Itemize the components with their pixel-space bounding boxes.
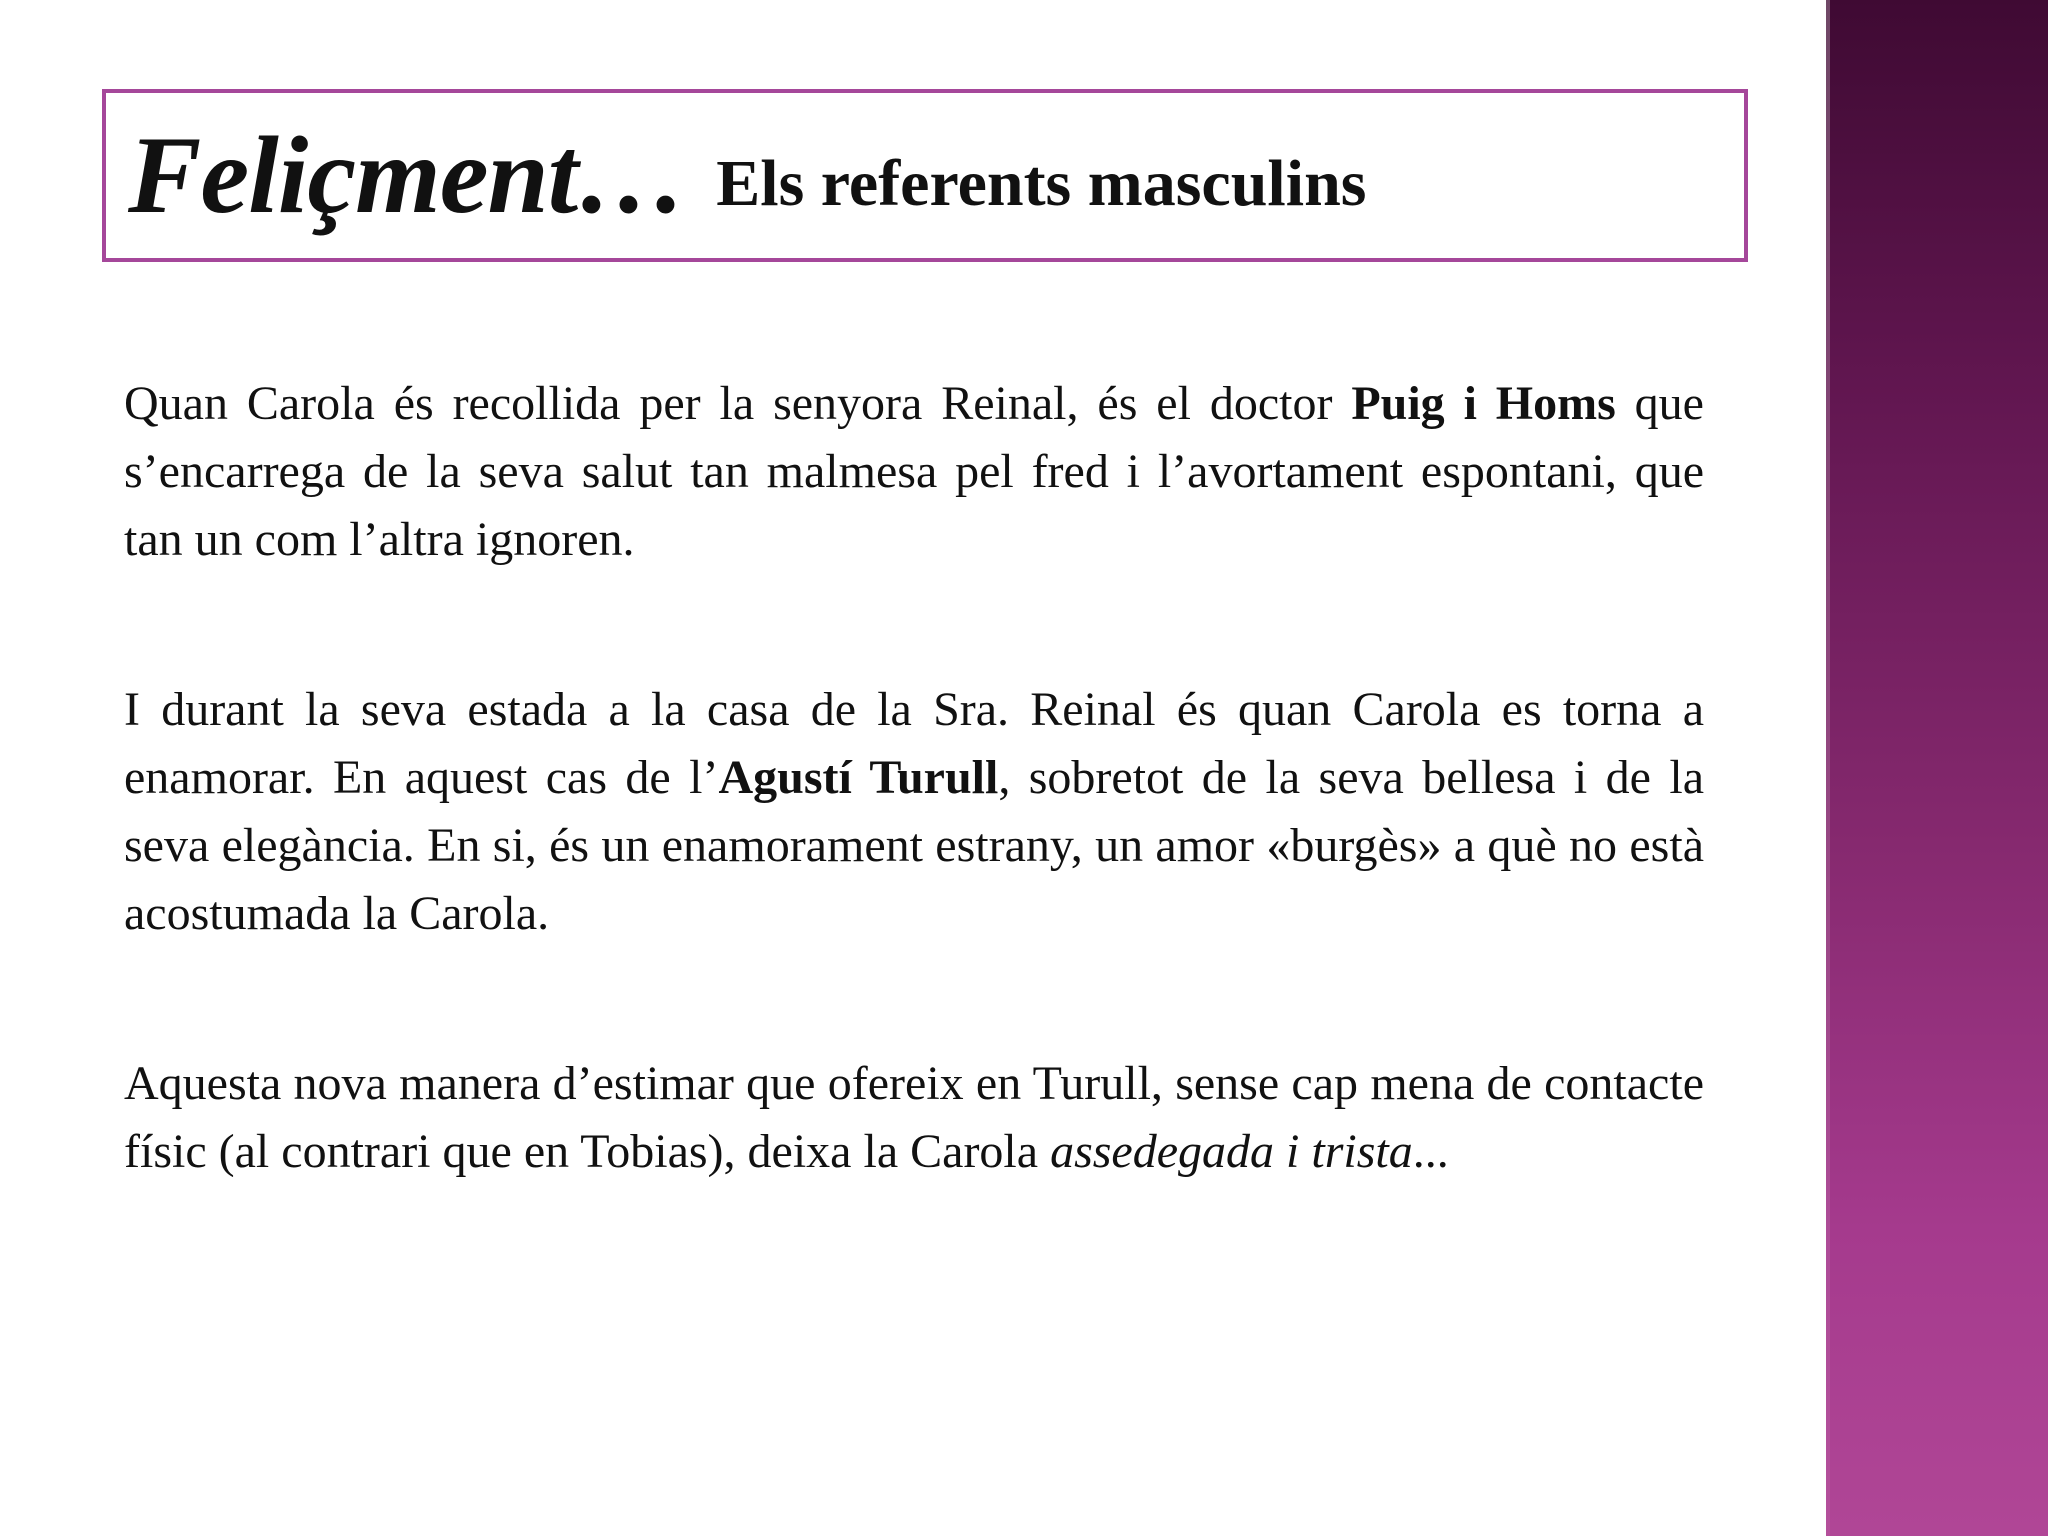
- paragraph-2-text-a: I durant la seva estada a la casa de la Sra. Reinal és quan Carola es torna a enamorar. En aquest cas de l’: [124, 683, 1704, 804]
- paragraph-2: [124, 676, 1704, 948]
- body-content: [124, 370, 1704, 1186]
- paragraph-3-italic-phrase: assedegada i trista: [1050, 1125, 1413, 1178]
- paragraph-1: [124, 370, 1704, 574]
- decorative-side-band: [1826, 0, 2048, 1536]
- paragraph-2-text-b: , sobretot de la seva bellesa i de la seva elegància. En si, és un enamorament estrany, un amor «burgès» a què no està acostumada la Carola.: [124, 751, 1705, 940]
- title-box: [102, 89, 1748, 262]
- paragraph-2-bold-name: Agustí Turull: [718, 751, 999, 804]
- paragraph-3-ellipsis: ...: [1412, 1125, 1449, 1178]
- paragraph-3: [124, 1050, 1704, 1186]
- title-main: Feliçment…: [128, 114, 687, 236]
- paragraph-1-text-a: Quan Carola és recollida per la senyora Reinal, és el doctor: [124, 377, 1352, 430]
- title-subtitle: Els referents masculins: [716, 146, 1367, 220]
- paragraph-1-text-b: que s’encarrega de la seva salut tan malmesa pel fred i l’avortament espontani, que tan un com l’altra ignoren.: [124, 377, 1704, 566]
- side-band-edge: [1826, 0, 1830, 1536]
- paragraph-3-text-a: Aquesta nova manera d’estimar que ofereix en Turull, sense cap mena de contacte físic (al contrari que en Tobias), deixa la Carola: [124, 1057, 1704, 1178]
- paragraph-1-bold-name: Puig i Homs: [1351, 377, 1616, 430]
